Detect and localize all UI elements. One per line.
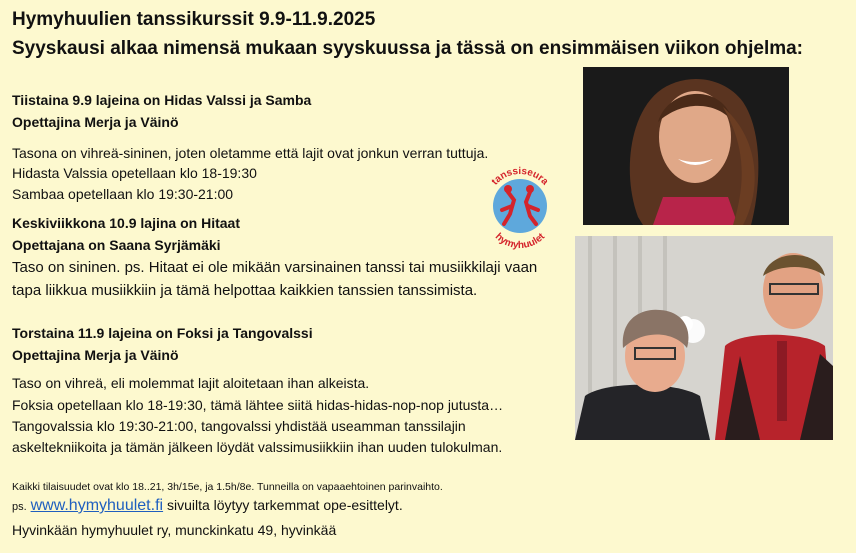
logo-bottom-text: hymyhuulet xyxy=(492,231,548,252)
teachers-photo-merja-vaino xyxy=(575,236,833,440)
wednesday-line: tapa liikkua musiikkiin ja tämä helpottaa kaikkien tanssien tanssimista. xyxy=(12,282,478,299)
ps-suffix: sivuilta löytyy tarkemmat ope-esittelyt. xyxy=(163,497,403,513)
teacher-photo-saana xyxy=(583,67,789,225)
wednesday-heading: Keskiviikkona 10.9 lajina on Hitaat xyxy=(12,215,240,231)
tuesday-teachers: Opettajina Merja ja Väinö xyxy=(12,114,179,130)
thursday-heading: Torstaina 11.9 lajeina on Foksi ja Tangovalssi xyxy=(12,325,313,341)
footer-ps xyxy=(12,497,403,515)
tuesday-line: Sambaa opetellaan klo 19:30-21:00 xyxy=(12,186,234,202)
page-title: Hymyhuulien tanssikurssit 9.9-11.9.2025 xyxy=(12,9,376,30)
thursday-line: Tangovalssia klo 19:30-21:00, tangovalssi yhdistää useamman tanssilajin xyxy=(12,418,466,434)
svg-text:hymyhuulet xyxy=(493,231,548,251)
logo-top-text: tanssiseura xyxy=(489,165,551,188)
ps-prefix: ps. xyxy=(12,501,27,513)
thursday-line: askeltekniikoita ja tämän jälkeen löydät valssimusiikkiin ihan uuden tulokulman. xyxy=(12,439,503,455)
footer-note: Kaikki tilaisuudet ovat klo 18..21, 3h/15e, ja 1.5h/8e. Tunneilla on vapaaehtoinen parinvaihto. xyxy=(12,481,443,493)
hymyhuulet-logo xyxy=(480,162,560,252)
thursday-line: Foksia opetellaan klo 18-19:30, tämä lähtee siitä hidas-hidas-nop-nop jutusta… xyxy=(12,397,504,413)
footer-address: Hyvinkään hymyhuulet ry, munckinkatu 49, hyvinkää xyxy=(12,522,337,538)
wednesday-line: Taso on sininen. ps. Hitaat ei ole mikään varsinainen tanssi tai musiikkilaji vaan xyxy=(12,259,538,276)
thursday-teachers: Opettajina Merja ja Väinö xyxy=(12,347,179,363)
thursday-line: Taso on vihreä, eli molemmat lajit aloitetaan ihan alkeista. xyxy=(12,375,370,391)
page-subtitle: Syyskausi alkaa nimensä mukaan syyskuussa ja tässä on ensimmäisen viikon ohjelma: xyxy=(12,38,804,59)
tuesday-line: Hidasta Valssia opetellaan klo 18-19:30 xyxy=(12,165,257,181)
tuesday-heading: Tiistaina 9.9 lajeina on Hidas Valssi ja Samba xyxy=(12,92,312,108)
website-link[interactable]: www.hymyhuulet.fi xyxy=(30,497,164,514)
wednesday-teachers: Opettajana on Saana Syrjämäki xyxy=(12,237,221,253)
tuesday-line: Tasona on vihreä-sininen, joten oletamme että lajit ovat jonkun verran tuttuja. xyxy=(12,145,489,161)
